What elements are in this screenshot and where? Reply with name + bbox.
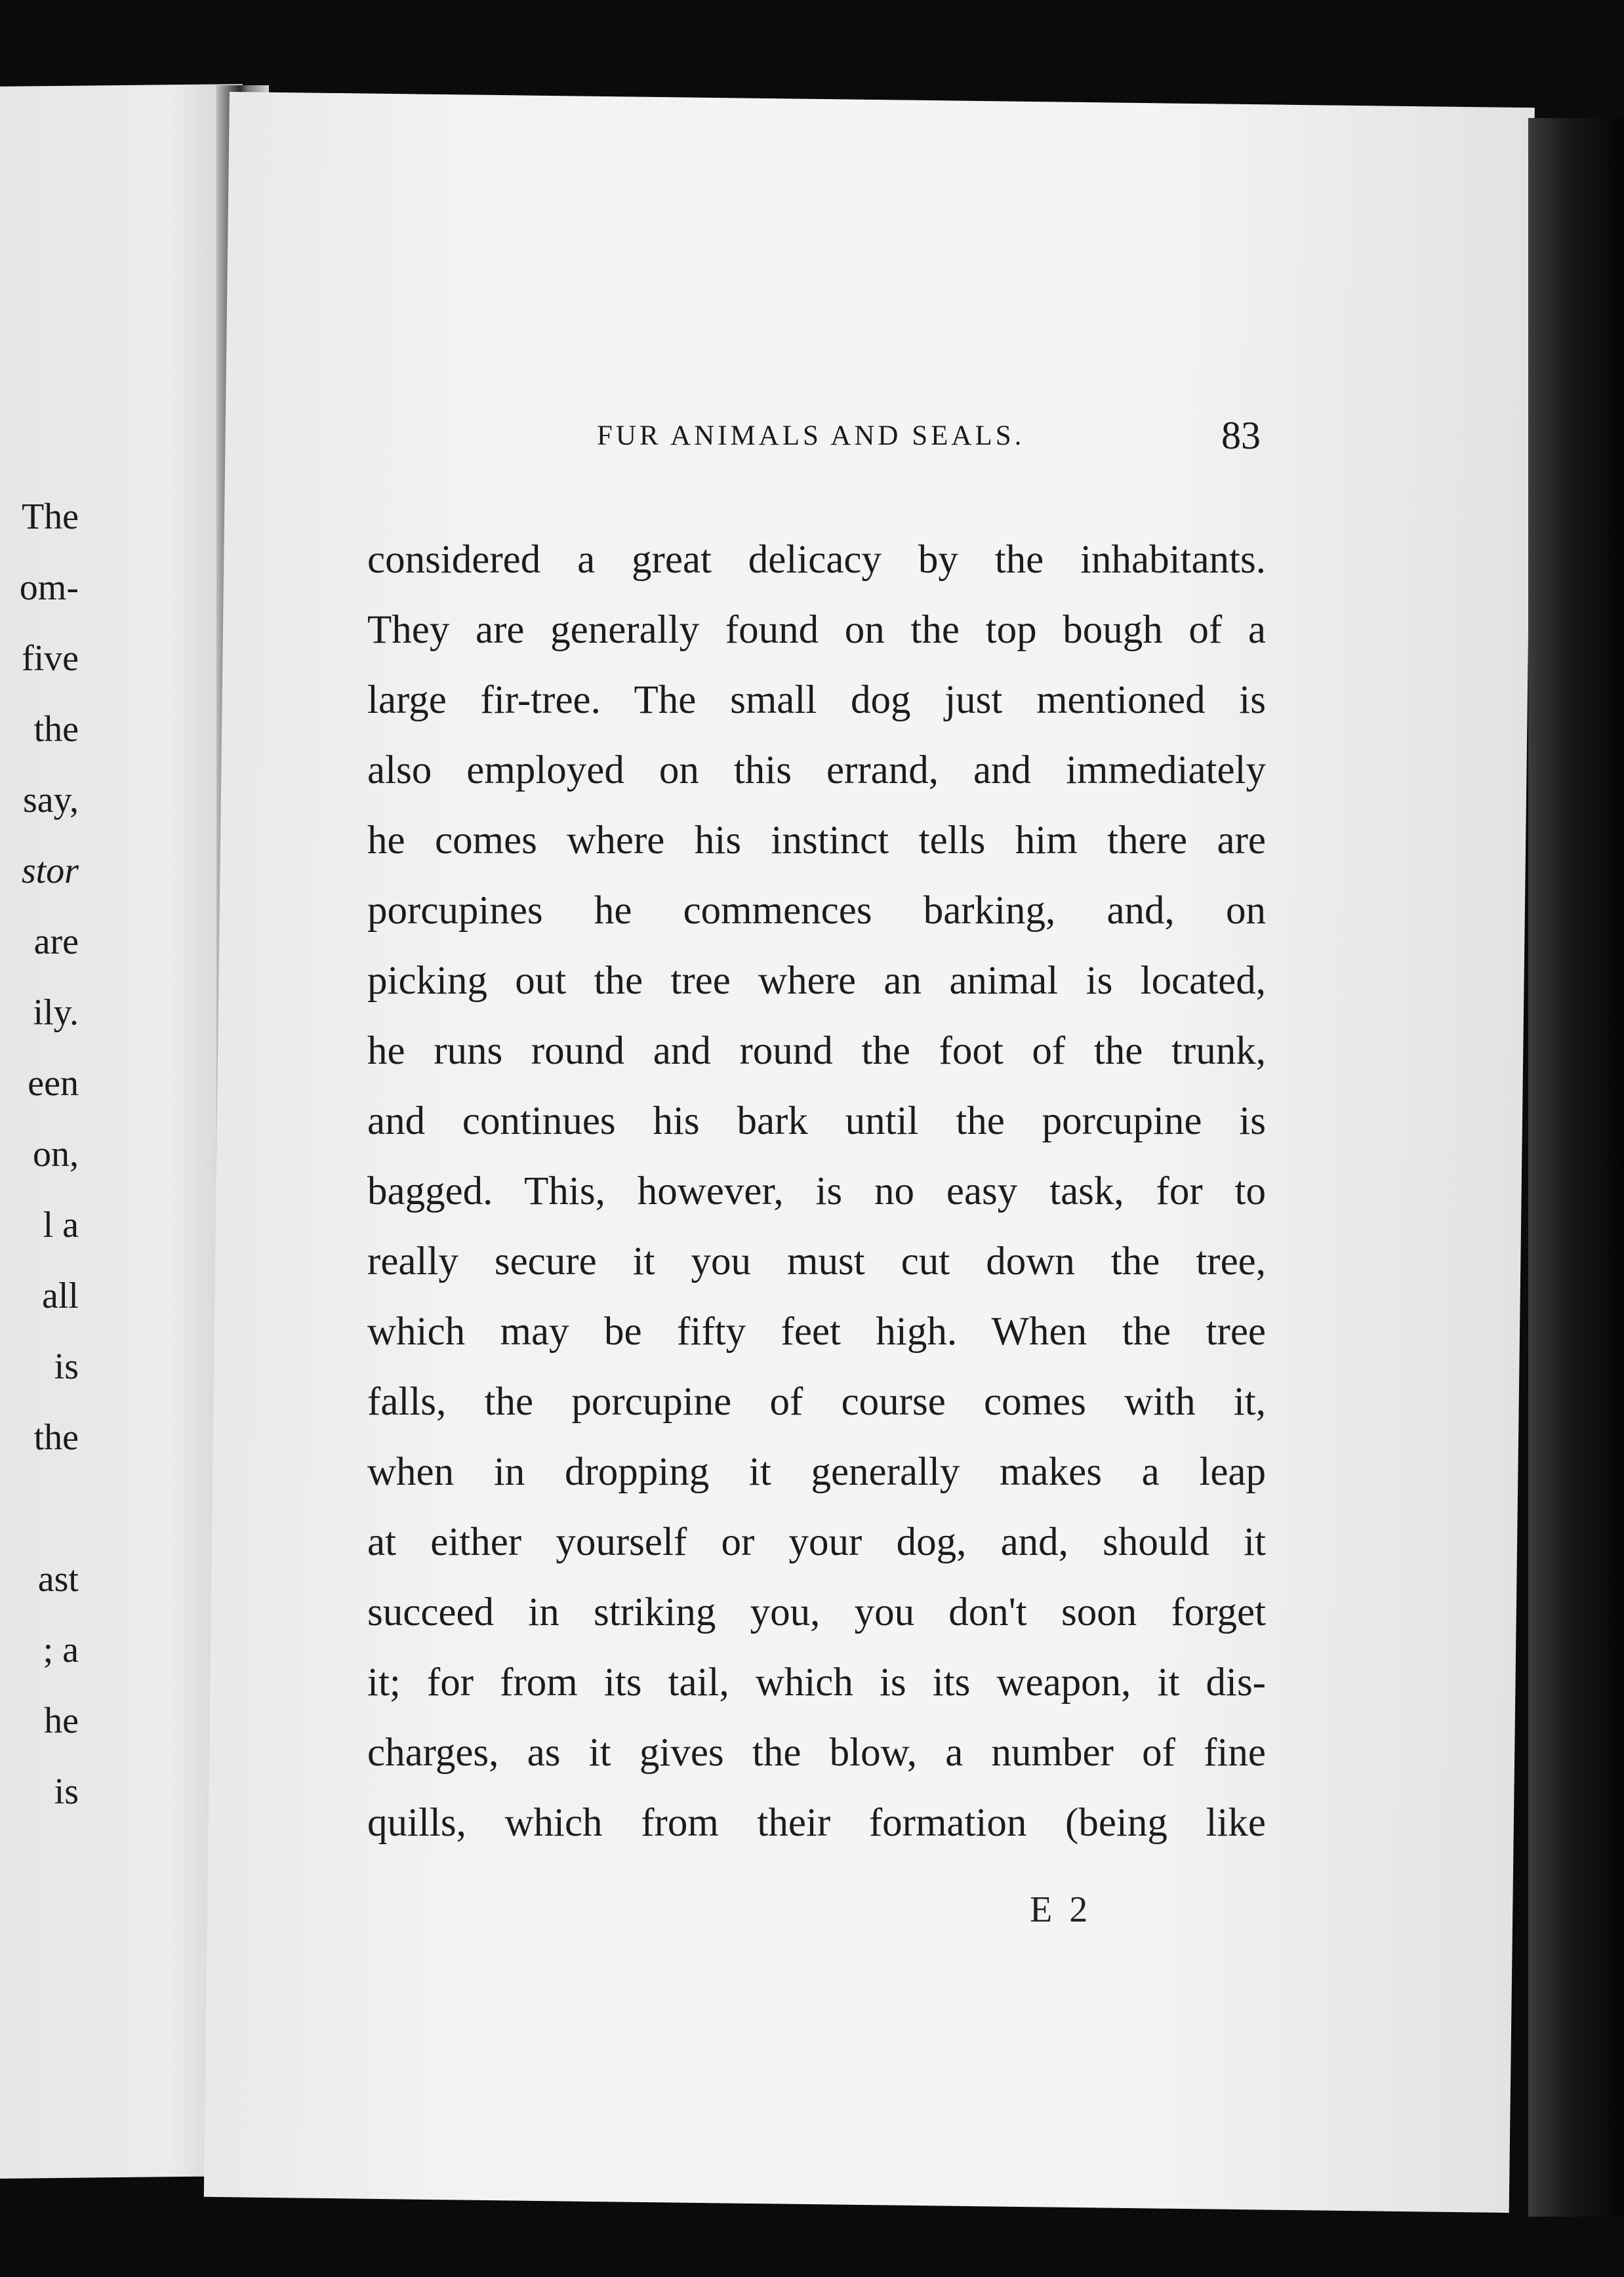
left-fragment: on, — [33, 1134, 79, 1175]
text-line: quills, which from their formation (being like — [367, 1801, 1266, 1845]
left-fragment: is — [54, 1771, 79, 1812]
text-line: also employed on this errand, and immediately — [367, 748, 1266, 792]
text-line: when in dropping it generally makes a leap — [367, 1450, 1266, 1494]
text-line: he comes where his instinct tells him there are — [367, 818, 1266, 862]
left-fragment: The — [21, 496, 79, 537]
text-line: large fir-tree. The small dog just mentioned is — [367, 678, 1266, 722]
left-fragment: say, — [22, 780, 79, 820]
left-fragment: stor — [21, 851, 79, 891]
text-line: he runs round and round the foot of the trunk, — [367, 1029, 1266, 1073]
left-fragment: ast — [37, 1559, 79, 1600]
text-line: really secure it you must cut down the tree, — [367, 1239, 1266, 1283]
left-fragment: om- — [19, 567, 79, 608]
left-fragment: ; a — [43, 1630, 79, 1670]
left-fragment: five — [21, 638, 79, 679]
text-line: and continues his bark until the porcupine is — [367, 1099, 1266, 1143]
page-edge-shadow — [1528, 118, 1624, 2217]
left-page — [0, 84, 243, 2179]
text-line: it; for from its tail, which is its weapon, it dis- — [367, 1661, 1266, 1704]
page-number: 83 — [1221, 414, 1261, 457]
body-text — [367, 525, 1266, 1858]
text-line: which may be fifty feet high. When the tree — [367, 1310, 1266, 1354]
text-line: falls, the porcupine of course comes with it, — [367, 1380, 1266, 1424]
left-fragment: een — [28, 1063, 79, 1104]
running-head: FUR ANIMALS AND SEALS. — [597, 420, 1025, 451]
text-line: charges, as it gives the blow, a number of fine — [367, 1731, 1266, 1775]
text-line: considered a great delicacy by the inhabitants. — [367, 538, 1266, 582]
text-line: They are generally found on the top bough of a — [367, 608, 1266, 652]
left-fragment: the — [33, 709, 79, 750]
left-fragment: ily. — [33, 992, 79, 1033]
left-fragment: are — [33, 921, 79, 962]
text-line: bagged. This, however, is no easy task, for to — [367, 1169, 1266, 1213]
text-line: porcupines he commences barking, and, on — [367, 889, 1266, 933]
text-line: at either yourself or your dog, and, should it — [367, 1520, 1266, 1564]
left-fragment: l a — [43, 1205, 79, 1245]
left-fragment: the — [33, 1417, 79, 1458]
signature-mark: E 2 — [1030, 1889, 1092, 1930]
text-line: succeed in striking you, you don't soon forget — [367, 1590, 1266, 1634]
left-fragment: he — [44, 1701, 79, 1741]
left-fragment: all — [42, 1276, 79, 1316]
left-fragment: is — [54, 1346, 79, 1387]
text-line: picking out the tree where an animal is located, — [367, 959, 1266, 1003]
